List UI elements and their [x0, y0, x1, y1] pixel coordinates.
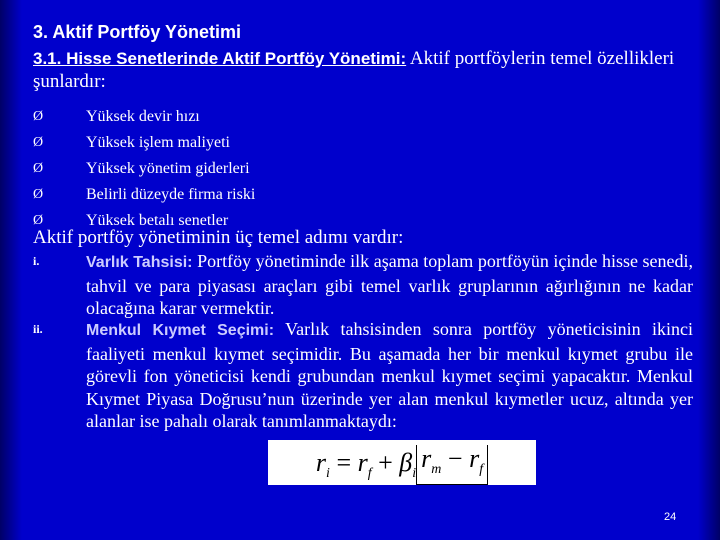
bullet-text: Yüksek devir hızı: [86, 108, 200, 125]
section-text: Aktif portföylerin temel özellikleri şunlardır:: [33, 48, 675, 92]
list-item: [33, 156, 255, 182]
step-heading: Varlık Tahsisi:: [86, 254, 193, 271]
steps-intro: Aktif portföy yönetiminin üç temel adımı vardır:: [33, 227, 404, 248]
bullet-text: Yüksek betalı senetler: [86, 212, 229, 229]
list-item: [33, 104, 255, 130]
list-item: [33, 182, 255, 208]
section-paragraph: [33, 47, 693, 93]
list-item: [33, 130, 255, 156]
capm-formula: $r_i = r_f + \beta_ir_m - r_f$: [268, 440, 536, 485]
step-item-asset-allocation: [33, 250, 693, 320]
bullet-text: Belirli düzeyde firma riski: [86, 186, 256, 203]
arrow-bullet-icon: Ø: [33, 187, 44, 202]
step-number: i.: [33, 254, 40, 268]
arrow-bullet-icon: Ø: [33, 161, 44, 176]
feature-bullet-list: [33, 104, 255, 234]
step-heading: Menkul Kıymet Seçimi:: [86, 322, 275, 339]
arrow-bullet-icon: Ø: [33, 109, 44, 124]
arrow-bullet-icon: Ø: [33, 135, 44, 150]
step-text: Portföy yönetiminde ilk aşama toplam portföyün içinde hisse senedi, tahvil ve para piyasası araçları gibi temel varlık gruplarının ağırlığının ne kadar olacağına karar vermektir.: [86, 251, 694, 318]
section-heading: 3.1. Hisse Senetlerinde Aktif Portföy Yönetimi:: [33, 49, 407, 68]
page-number: 24: [664, 511, 677, 523]
formula-bracket: $r_m - r_f$: [416, 445, 488, 485]
step-number: ii.: [33, 322, 43, 336]
step-body: [86, 318, 693, 433]
arrow-bullet-icon: Ø: [33, 213, 44, 228]
bullet-text: Yüksek işlem maliyeti: [86, 134, 230, 151]
bullet-text: Yüksek yönetim giderleri: [86, 160, 250, 177]
slide-title: 3. Aktif Portföy Yönetimi: [33, 22, 242, 42]
right-edge-shading: [698, 0, 720, 540]
step-text: Varlık tahsisinden sonra portföy yöneticisinin ikinci faaliyeti menkul kıymet seçimidir. Bu aşamada her bir menkul kıymet grubu ile görevli fon yöneticisi kendi grubundan menkul kıymet seçimi yapacaktır. Menkul Kıymet Piyasa Doğrusu’nun üzerinde yer alan menkul kıymetler ucuz, altında yer alanlar ise pahalı olarak tanımlanmaktaydı:: [86, 319, 693, 431]
step-item-security-selection: [33, 318, 693, 433]
left-edge-shading: [0, 0, 22, 540]
step-body: [86, 250, 693, 320]
